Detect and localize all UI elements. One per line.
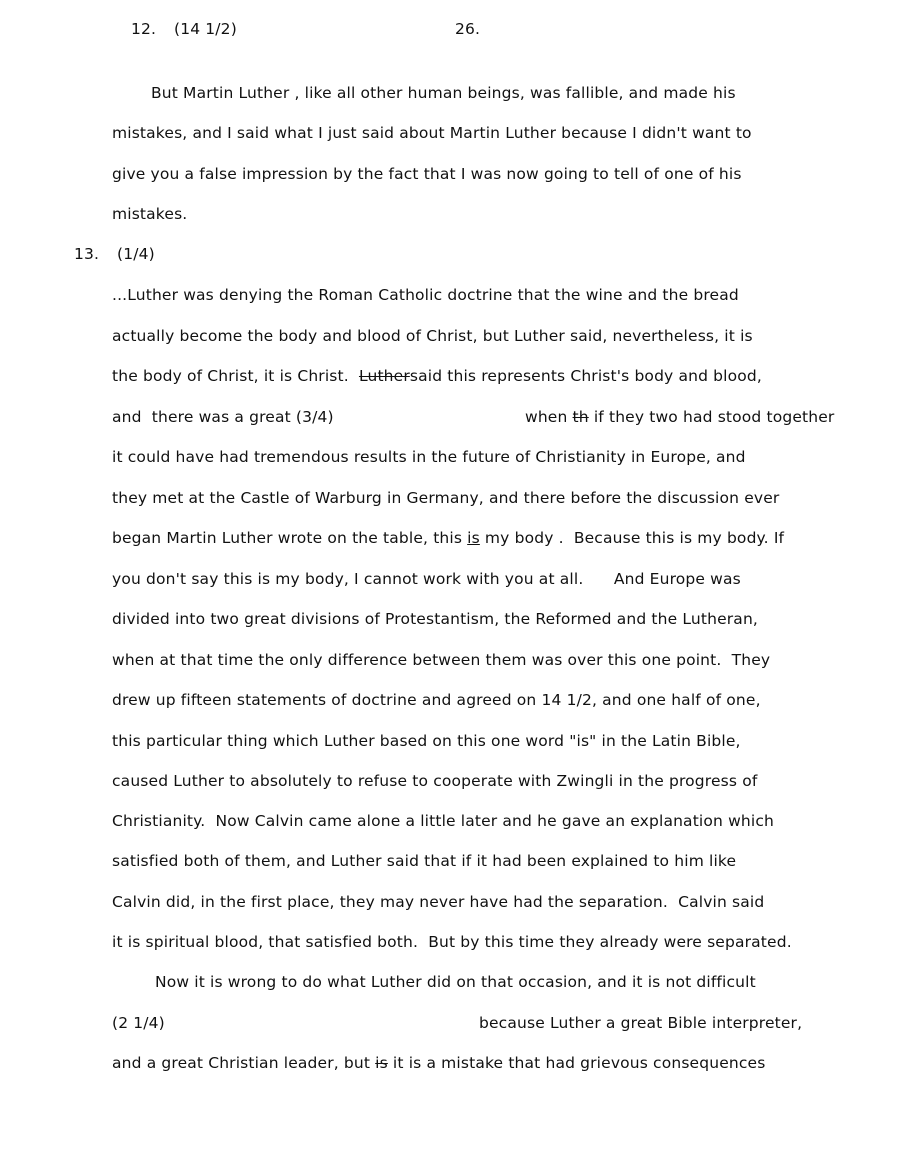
section-timing: (1/4) (117, 245, 155, 263)
text-line: give you a false impression by the fact that I was now going to tell of one of his (112, 165, 742, 183)
text-line: when at that time the only difference between them was over this one point. They (112, 651, 771, 669)
text-line: But Martin Luther , like all other human beings, was fallible, and made his (151, 84, 736, 102)
text-line: Calvin did, in the first place, they may never have had the separation. Calvin said (112, 893, 765, 911)
text-line: they met at the Castle of Warburg in Germany, and there before the discussion ever (112, 489, 780, 507)
text-line: and there was a great (3/4) (112, 408, 334, 426)
page-number: 26. (455, 20, 481, 38)
text-segment: began Martin Luther wrote on the table, this (112, 529, 468, 547)
text-line: Christianity. Now Calvin came alone a little later and he gave an explanation which (112, 812, 774, 830)
text-line: satisfied both of them, and Luther said that if it had been explained to him like (112, 852, 737, 870)
text-line (112, 1054, 765, 1072)
text-line: divided into two great divisions of Protestantism, the Reformed and the Lutheran, (112, 610, 758, 628)
text-segment: my body . Because this is my body. If (479, 529, 785, 547)
underlined-text: is (467, 529, 480, 547)
text-segment: if they two had stood together (588, 408, 835, 426)
struck-text: Luther (358, 367, 410, 385)
text-line: caused Luther to absolutely to refuse to cooperate with Zwingli in the progress of (112, 772, 758, 790)
struck-text: is (375, 1054, 388, 1072)
section-number: 13. (74, 245, 100, 263)
text-line (525, 408, 834, 426)
text-segment: said this represents Christ's body and blood, (409, 367, 762, 385)
struck-text: th (572, 408, 589, 426)
text-line: this particular thing which Luther based on this one word "is" in the Latin Bible, (112, 732, 741, 750)
text-line: mistakes, and I said what I just said about Martin Luther because I didn't want to (112, 124, 752, 142)
text-line: Now it is wrong to do what Luther did on that occasion, and it is not difficult (155, 973, 756, 991)
text-line: ...Luther was denying the Roman Catholic doctrine that the wine and the bread (112, 286, 739, 304)
text-line: mistakes. (112, 205, 188, 223)
section-timing: (14 1/2) (174, 20, 237, 38)
text-line: it could have had tremendous results in the future of Christianity in Europe, and (112, 448, 746, 466)
text-segment: and a great Christian leader, but (112, 1054, 376, 1072)
text-line: drew up fifteen statements of doctrine and agreed on 14 1/2, and one half of one, (112, 691, 761, 709)
text-line: because Luther a great Bible interpreter, (479, 1014, 803, 1032)
text-segment: it is a mistake that had grievous consequences (387, 1054, 766, 1072)
text-line: (2 1/4) (112, 1014, 165, 1032)
text-line (112, 367, 762, 385)
text-line: actually become the body and blood of Christ, but Luther said, nevertheless, it is (112, 327, 753, 345)
text-line: it is spiritual blood, that satisfied both. But by this time they already were separated. (112, 933, 792, 951)
text-segment: when (525, 408, 573, 426)
section-number: 12. (131, 20, 157, 38)
text-line: you don't say this is my body, I cannot work with you at all. And Europe was (112, 570, 741, 588)
text-line (112, 529, 784, 547)
text-segment: the body of Christ, it is Christ. (112, 367, 359, 385)
